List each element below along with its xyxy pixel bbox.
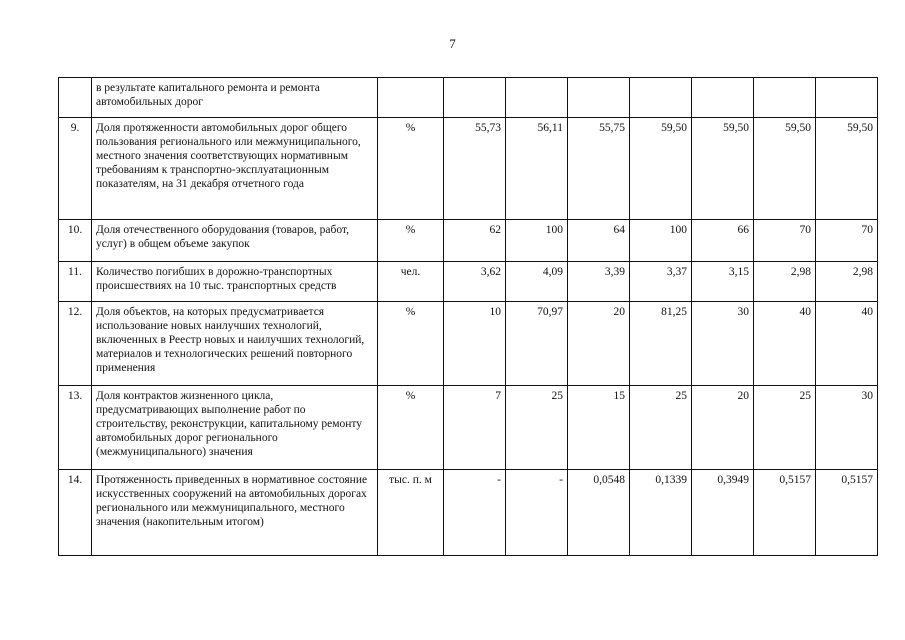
value-cell: 100 bbox=[630, 220, 692, 262]
indicators-table bbox=[58, 77, 878, 556]
value-cell: 70 bbox=[816, 220, 878, 262]
unit-cell: чел. bbox=[378, 262, 444, 302]
value-cell: - bbox=[444, 470, 506, 556]
table-row bbox=[59, 386, 878, 470]
value-cell: 30 bbox=[692, 302, 754, 386]
row-number: 11. bbox=[59, 262, 92, 302]
value-cell: 40 bbox=[754, 302, 816, 386]
value-cell: 3,62 bbox=[444, 262, 506, 302]
unit-cell: тыс. п. м bbox=[378, 470, 444, 556]
indicator-name: Доля протяженности автомобильных дорог общего пользования регионального или межмуниципального, местного значения соответствующих нормативным требованиям к транспортно-эксплуатационным показателям, на 31 декабря отчетного года bbox=[92, 118, 378, 220]
indicator-name: Доля отечественного оборудования (товаров, работ, услуг) в общем объеме закупок bbox=[92, 220, 378, 262]
value-cell: - bbox=[506, 470, 568, 556]
value-cell: 64 bbox=[568, 220, 630, 262]
value-cell: 15 bbox=[568, 386, 630, 470]
row-number: 14. bbox=[59, 470, 92, 556]
value-cell: 59,50 bbox=[816, 118, 878, 220]
row-number bbox=[59, 78, 92, 118]
value-cell bbox=[816, 78, 878, 118]
value-cell: 0,5157 bbox=[816, 470, 878, 556]
table-row bbox=[59, 262, 878, 302]
value-cell: 3,15 bbox=[692, 262, 754, 302]
value-cell: 20 bbox=[568, 302, 630, 386]
value-cell: 59,50 bbox=[754, 118, 816, 220]
value-cell: 2,98 bbox=[754, 262, 816, 302]
value-cell: 70,97 bbox=[506, 302, 568, 386]
value-cell bbox=[568, 78, 630, 118]
table-row bbox=[59, 118, 878, 220]
value-cell: 55,75 bbox=[568, 118, 630, 220]
value-cell: 59,50 bbox=[630, 118, 692, 220]
value-cell bbox=[692, 78, 754, 118]
value-cell bbox=[444, 78, 506, 118]
value-cell: 10 bbox=[444, 302, 506, 386]
value-cell: 0,0548 bbox=[568, 470, 630, 556]
indicator-name: Доля объектов, на которых предусматривается использование новых наилучших технологий, включенных в Реестр новых и наилучших технологий, материалов и технологических решений повторного применения bbox=[92, 302, 378, 386]
indicator-name: Доля контрактов жизненного цикла, предусматривающих выполнение работ по строительству, реконструкции, капитальному ремонту автомобильных дорог регионального (межмуниципального) значения bbox=[92, 386, 378, 470]
value-cell: 3,37 bbox=[630, 262, 692, 302]
value-cell: 56,11 bbox=[506, 118, 568, 220]
row-number: 9. bbox=[59, 118, 92, 220]
row-number: 13. bbox=[59, 386, 92, 470]
unit-cell: % bbox=[378, 118, 444, 220]
value-cell: 59,50 bbox=[692, 118, 754, 220]
value-cell: 4,09 bbox=[506, 262, 568, 302]
value-cell: 7 bbox=[444, 386, 506, 470]
table-row bbox=[59, 78, 878, 118]
value-cell: 30 bbox=[816, 386, 878, 470]
value-cell: 0,1339 bbox=[630, 470, 692, 556]
value-cell: 0,5157 bbox=[754, 470, 816, 556]
value-cell: 25 bbox=[630, 386, 692, 470]
value-cell: 0,3949 bbox=[692, 470, 754, 556]
row-number: 12. bbox=[59, 302, 92, 386]
indicator-name: Протяженность приведенных в нормативное состояние искусственных сооружений на автомобильных дорогах регионального или межмуниципального, местного значения (накопительным итогом) bbox=[92, 470, 378, 556]
value-cell: 25 bbox=[754, 386, 816, 470]
indicator-name: в результате капитального ремонта и ремонта автомобильных дорог bbox=[92, 78, 378, 118]
row-number: 10. bbox=[59, 220, 92, 262]
value-cell: 55,73 bbox=[444, 118, 506, 220]
unit-cell: % bbox=[378, 220, 444, 262]
table-row bbox=[59, 302, 878, 386]
value-cell: 2,98 bbox=[816, 262, 878, 302]
value-cell: 3,39 bbox=[568, 262, 630, 302]
unit-cell: % bbox=[378, 302, 444, 386]
table-row bbox=[59, 220, 878, 262]
value-cell: 81,25 bbox=[630, 302, 692, 386]
unit-cell: % bbox=[378, 386, 444, 470]
value-cell bbox=[754, 78, 816, 118]
value-cell bbox=[506, 78, 568, 118]
value-cell: 25 bbox=[506, 386, 568, 470]
value-cell bbox=[630, 78, 692, 118]
unit-cell bbox=[378, 78, 444, 118]
table-row bbox=[59, 470, 878, 556]
value-cell: 66 bbox=[692, 220, 754, 262]
value-cell: 100 bbox=[506, 220, 568, 262]
indicator-name: Количество погибших в дорожно-транспортных происшествиях на 10 тыс. транспортных средств bbox=[92, 262, 378, 302]
page-number: 7 bbox=[449, 36, 456, 51]
value-cell: 62 bbox=[444, 220, 506, 262]
value-cell: 40 bbox=[816, 302, 878, 386]
value-cell: 20 bbox=[692, 386, 754, 470]
value-cell: 70 bbox=[754, 220, 816, 262]
